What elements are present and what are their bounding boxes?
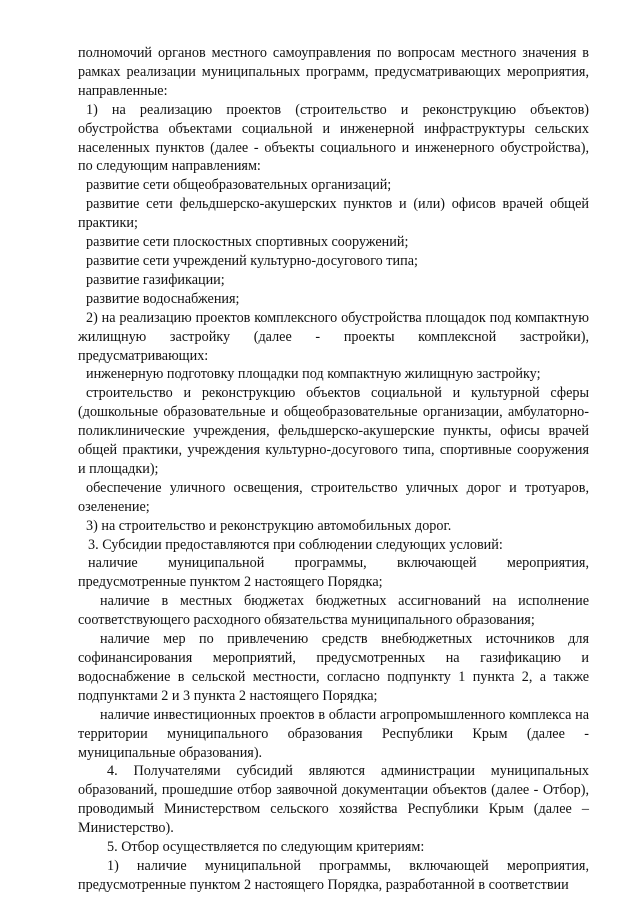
paragraph: развитие водоснабжения; [86,290,240,307]
paragraph: 5. Отбор осуществляется по следующим критериям: [107,839,425,856]
paragraph: 3) на строительство и реконструкцию автомобильных дорог. [86,517,452,534]
paragraph: развитие сети фельдшерско-акушерских пунктов и (или) офисов врачей общей практики; [78,196,589,232]
paragraph: 3. Субсидии предоставляются при соблюдении следующих условий: [88,536,503,553]
paragraph: наличие в местных бюджетах бюджетных ассигнований на исполнение соответствующего расходного обязательства муниципального образования; [78,593,589,629]
paragraph: развитие сети учреждений культурно-досугового типа; [86,252,418,269]
paragraph: 1) наличие муниципальной программы, включающей мероприятия, предусмотренные пунктом 2 настоящего Порядка, разработанной в соответствии [78,857,589,893]
paragraph: наличие мер по привлечению средств внебюджетных источников для софинансирования мероприятий, предусмотренных на газификацию и водоснабжение в сельской местности, согласно подпункту 1 пункта 2, а также подпунктами 2 и 3 пункта 2 настоящего Порядка; [78,631,589,704]
paragraph: строительство и реконструкцию объектов социальной и культурной сферы (дошкольные образовательные и общеобразовательные организации, амбулаторно-поликлинические учреждения, фельдшерско-акушерские пункты, офисы врачей общей практики, учреждения культурно-досугового типа, спортивные сооружения и площадки); [78,385,589,477]
paragraph: наличие муниципальной программы, включающей мероприятия, предусмотренные пунктом 2 настоящего Порядка; [78,555,589,591]
paragraph: развитие газификации; [86,271,225,288]
paragraph: инженерную подготовку площадки под компактную жилищную застройку; [86,366,541,383]
paragraph: наличие инвестиционных проектов в области агропромышленного комплекса на территории муниципального образования Республики Крым (далее - муниципальные образования). [78,706,589,761]
document-page [78,44,589,895]
paragraph: 1) на реализацию проектов (строительство и реконструкцию объектов) обустройства объектами социальной и инженерной инфраструктуры сельских населенных пунктов (далее - объекты социального и инженерного обустройства), по следующим направлениям: [78,101,589,175]
paragraph: обеспечение уличного освещения, строительство уличных дорог и тротуаров, озеленение; [78,479,589,515]
paragraph: полномочий органов местного самоуправления по вопросам местного значения в рамках реализации муниципальных программ, предусматривающих мероприятия, направленные: [78,45,589,99]
paragraph: развитие сети плоскостных спортивных сооружений; [86,234,409,251]
paragraph: 2) на реализацию проектов комплексного обустройства площадок под компактную жилищную застройку (далее - проекты комплексной застройки), предусматривающих: [78,309,589,364]
paragraph: 4. Получателями субсидий являются администрации муниципальных образований, прошедшие отбор заявочной документации объектов (далее - Отбор), проводимый Министерством сельского хозяйства Республики Крым (далее – Министерство). [78,763,589,837]
paragraph: развитие сети общеобразовательных организаций; [86,177,392,194]
